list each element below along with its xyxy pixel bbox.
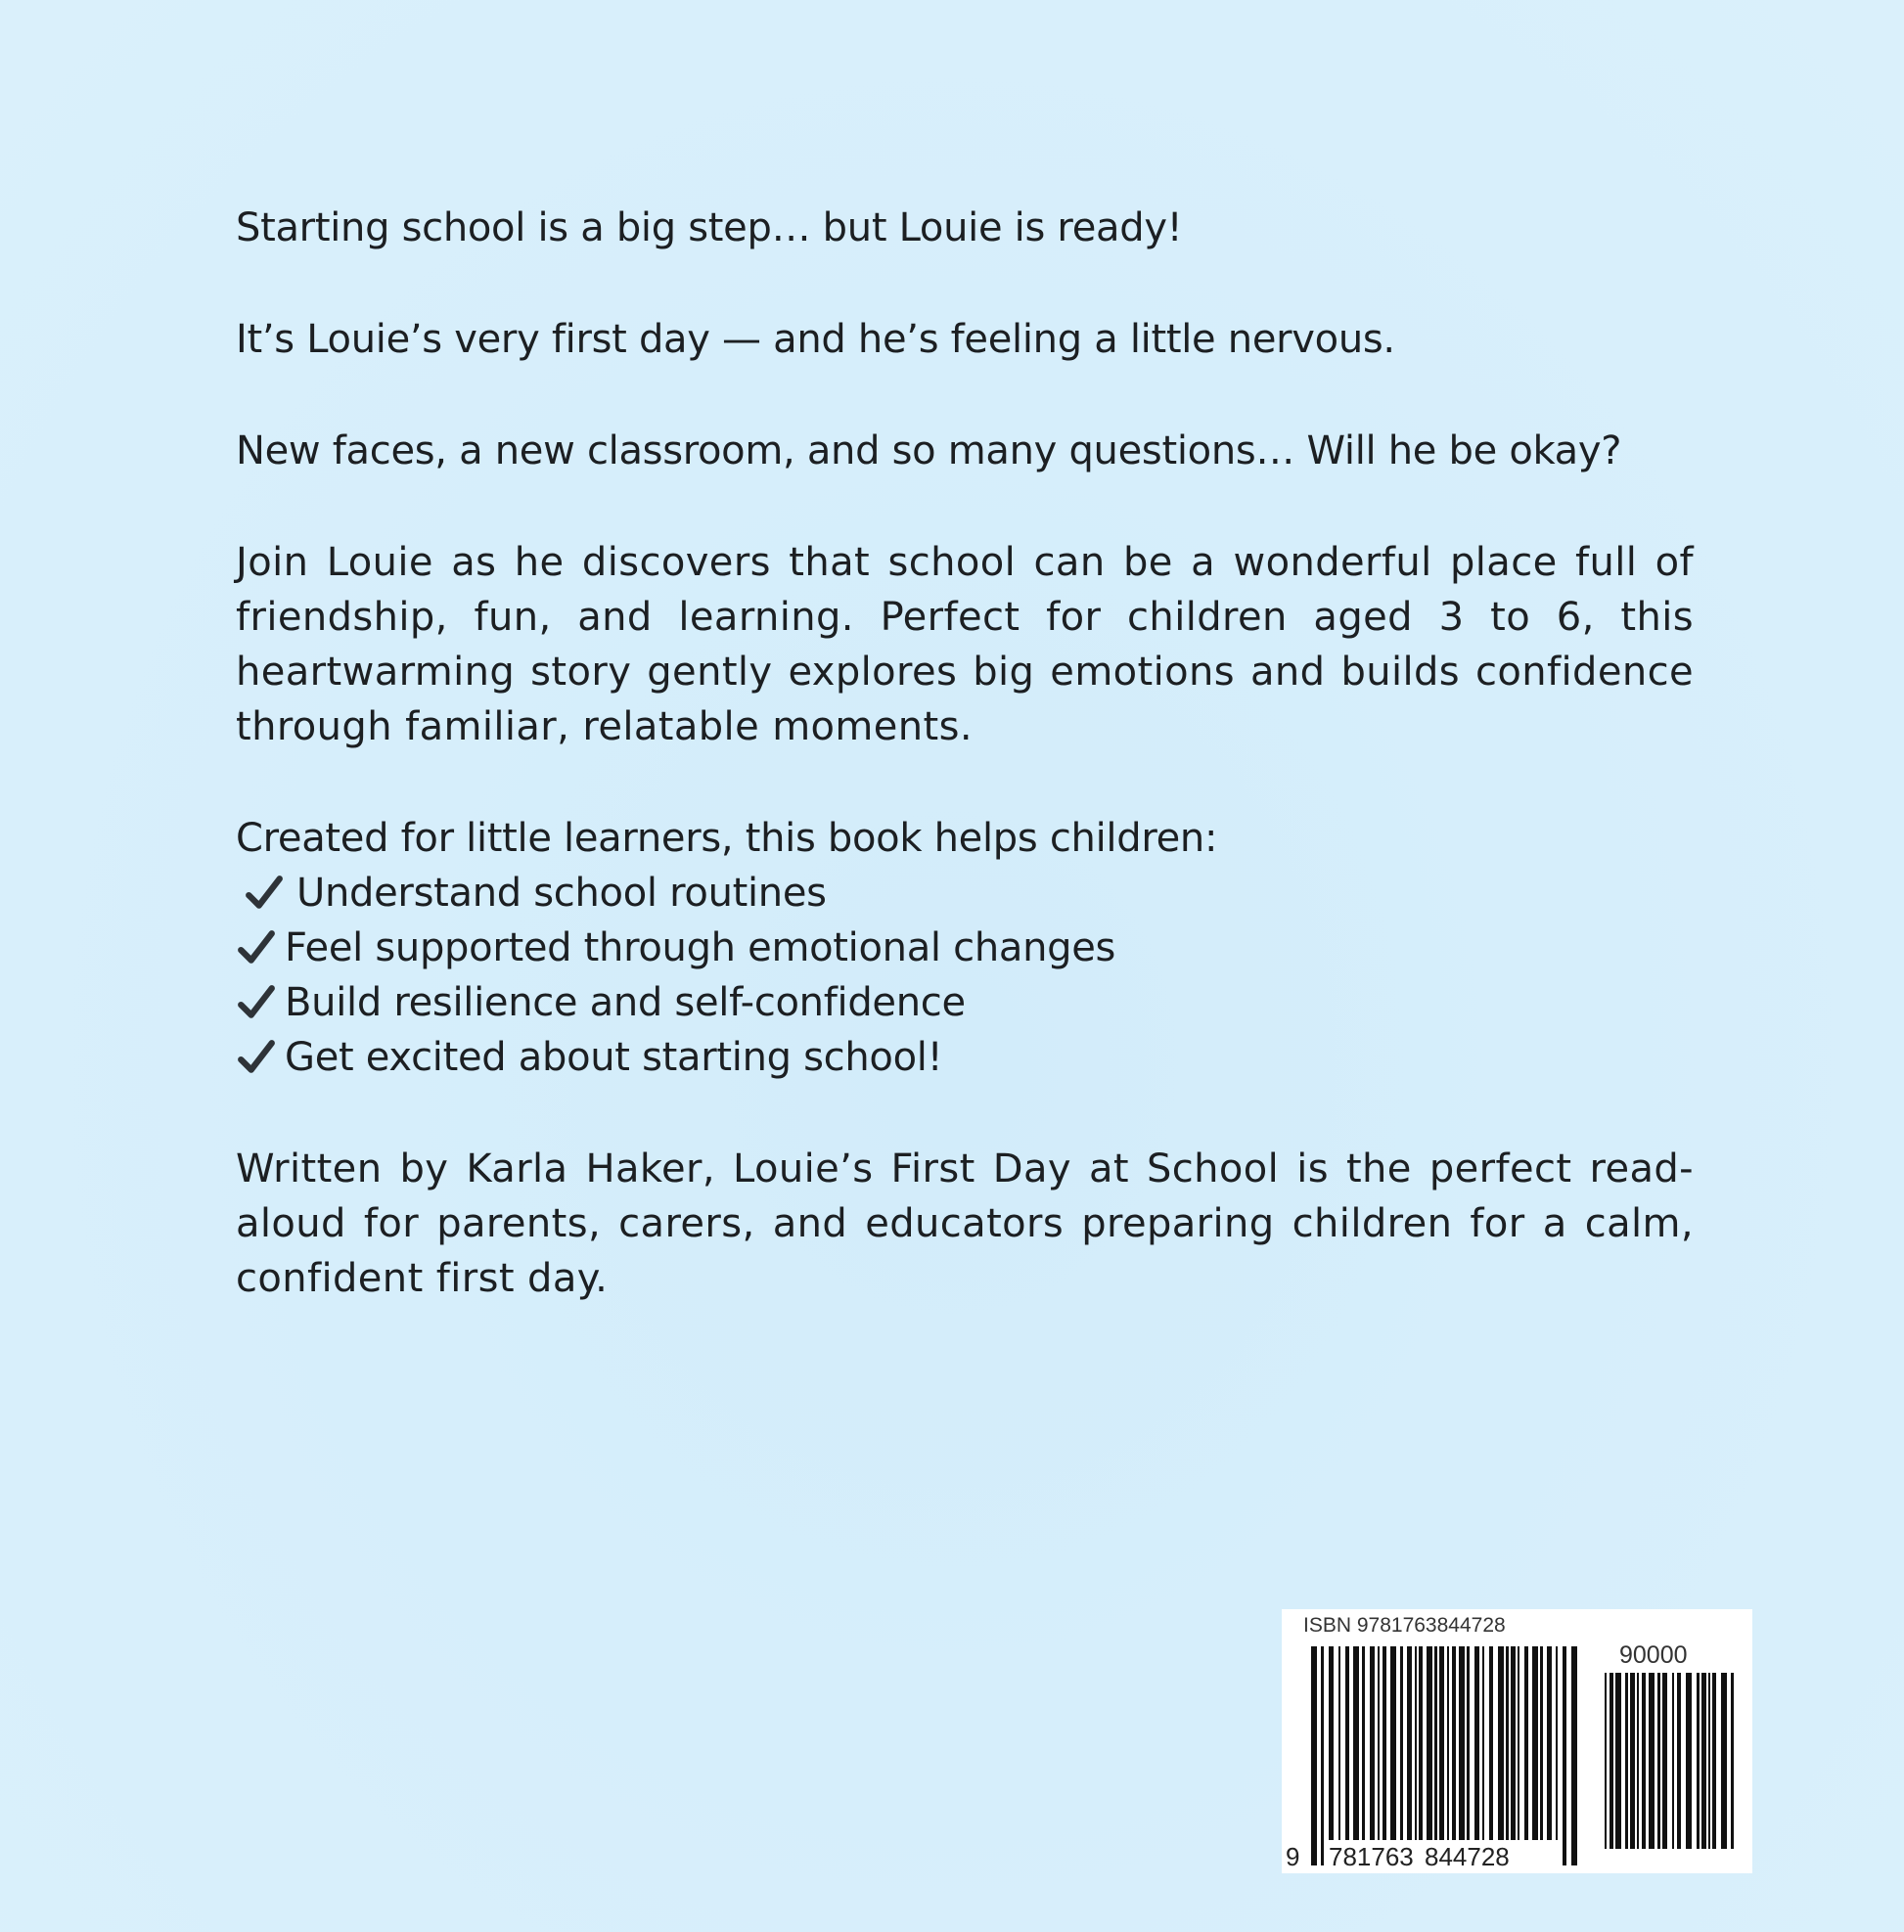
barcode-bar bbox=[1383, 1646, 1386, 1840]
barcode-bar bbox=[1686, 1673, 1692, 1849]
list-item bbox=[236, 866, 1694, 921]
benefits-heading: Created for little learners, this book helps children: bbox=[236, 816, 1218, 861]
barcode-bars-addon bbox=[1605, 1673, 1734, 1849]
list-item-label: Understand school routines bbox=[296, 871, 827, 916]
barcode-bar bbox=[1311, 1646, 1317, 1865]
intro-line-2: It’s Louie’s very first day — and he’s feeling a little nervous. bbox=[236, 317, 1395, 362]
list-item-label: Feel supported through emotional changes bbox=[285, 925, 1116, 970]
barcode-bar bbox=[1609, 1673, 1613, 1849]
barcode-bar bbox=[1642, 1673, 1646, 1849]
barcode-bar bbox=[1427, 1646, 1432, 1840]
barcode-bar bbox=[1615, 1673, 1621, 1849]
list-item-label: Build resilience and self-confidence bbox=[285, 980, 966, 1025]
barcode-bar bbox=[1362, 1646, 1365, 1840]
barcode-bar bbox=[1532, 1646, 1538, 1840]
barcode-bar bbox=[1657, 1673, 1660, 1849]
barcode-bar bbox=[1701, 1673, 1706, 1849]
barcode-bar bbox=[1498, 1646, 1504, 1840]
barcode-bar bbox=[1419, 1646, 1423, 1840]
barcode-bar bbox=[1697, 1673, 1700, 1849]
barcode-bar bbox=[1547, 1646, 1552, 1840]
barcode-bar bbox=[1390, 1646, 1396, 1840]
barcode-bar bbox=[1712, 1673, 1716, 1849]
barcode-digits-right: 844728 bbox=[1425, 1842, 1510, 1871]
barcode-bar bbox=[1338, 1646, 1340, 1840]
barcode-graphic bbox=[1282, 1609, 1752, 1873]
isbn-label: ISBN 9781763844728 bbox=[1303, 1614, 1506, 1637]
barcode-digits-left: 781763 bbox=[1329, 1842, 1414, 1871]
price-code: 90000 bbox=[1619, 1641, 1688, 1669]
barcode-bar bbox=[1662, 1673, 1667, 1849]
closing: Written by Karla Haker, Louie’s First Day at School is the perfect read-aloud for parents, carers, and educators preparing children for a calm, confident first day. bbox=[236, 1146, 1694, 1301]
barcode-bar bbox=[1467, 1646, 1470, 1840]
isbn-barcode bbox=[1282, 1609, 1752, 1873]
barcode-bar bbox=[1625, 1673, 1628, 1849]
barcode-bar bbox=[1563, 1646, 1566, 1865]
list-item bbox=[236, 1030, 1694, 1085]
barcode-bar bbox=[1378, 1646, 1380, 1840]
barcode-bar bbox=[1452, 1646, 1456, 1840]
barcode-bar bbox=[1353, 1646, 1359, 1840]
benefits-list bbox=[236, 811, 1694, 1085]
barcode-bar bbox=[1518, 1646, 1519, 1840]
barcode-bar bbox=[1407, 1646, 1412, 1840]
barcode-bar bbox=[1511, 1646, 1516, 1840]
barcode-bar bbox=[1482, 1646, 1484, 1840]
barcode-bar bbox=[1677, 1673, 1681, 1849]
barcode-bar bbox=[1415, 1646, 1417, 1840]
barcode-bar bbox=[1439, 1646, 1444, 1840]
list-item bbox=[236, 975, 1694, 1030]
barcode-bar bbox=[1731, 1673, 1734, 1849]
barcode-bar bbox=[1345, 1646, 1349, 1840]
intro-line-3: New faces, a new classroom, and so many questions… Will he be okay? bbox=[236, 428, 1622, 473]
barcode-bar bbox=[1649, 1673, 1655, 1849]
barcode-bar bbox=[1672, 1673, 1674, 1849]
barcode-bar bbox=[1459, 1646, 1465, 1840]
barcode-bar bbox=[1556, 1646, 1558, 1840]
barcode-bar bbox=[1321, 1646, 1324, 1865]
checkmark-icon bbox=[236, 927, 277, 968]
barcode-bar bbox=[1571, 1646, 1577, 1865]
barcode-bar bbox=[1524, 1646, 1528, 1840]
barcode-bar bbox=[1630, 1673, 1635, 1849]
barcode-bar bbox=[1605, 1673, 1607, 1849]
barcode-bar bbox=[1721, 1673, 1727, 1849]
checkmark-icon bbox=[244, 873, 285, 914]
list-item bbox=[236, 921, 1694, 975]
intro-line-1: Starting school is a big step… but Louie is ready! bbox=[236, 205, 1183, 250]
barcode-bar bbox=[1708, 1673, 1710, 1849]
list-item-label: Get excited about starting school! bbox=[285, 1035, 943, 1080]
barcode-bar bbox=[1329, 1646, 1334, 1840]
barcode-bar bbox=[1434, 1646, 1437, 1840]
barcode-digit-lead: 9 bbox=[1286, 1842, 1300, 1871]
checkmark-icon bbox=[236, 982, 277, 1023]
barcode-bar bbox=[1637, 1673, 1639, 1849]
barcode-bar bbox=[1489, 1646, 1493, 1840]
barcode-bar bbox=[1506, 1646, 1509, 1840]
barcode-bar bbox=[1400, 1646, 1403, 1840]
barcode-bar bbox=[1370, 1646, 1375, 1840]
barcode-bar bbox=[1474, 1646, 1479, 1840]
blurb bbox=[236, 201, 1694, 1363]
barcode-bar bbox=[1540, 1646, 1543, 1840]
checkmark-icon bbox=[236, 1037, 277, 1078]
barcode-bars-main bbox=[1311, 1646, 1577, 1865]
barcode-bar bbox=[1447, 1646, 1449, 1840]
description: Join Louie as he discovers that school can be a wonderful place full of friendship, fun, and learning. Perfect for children aged 3 to 6, this heartwarming story gently explores big emotions and builds confidence through familiar, relatable moments. bbox=[236, 540, 1694, 749]
